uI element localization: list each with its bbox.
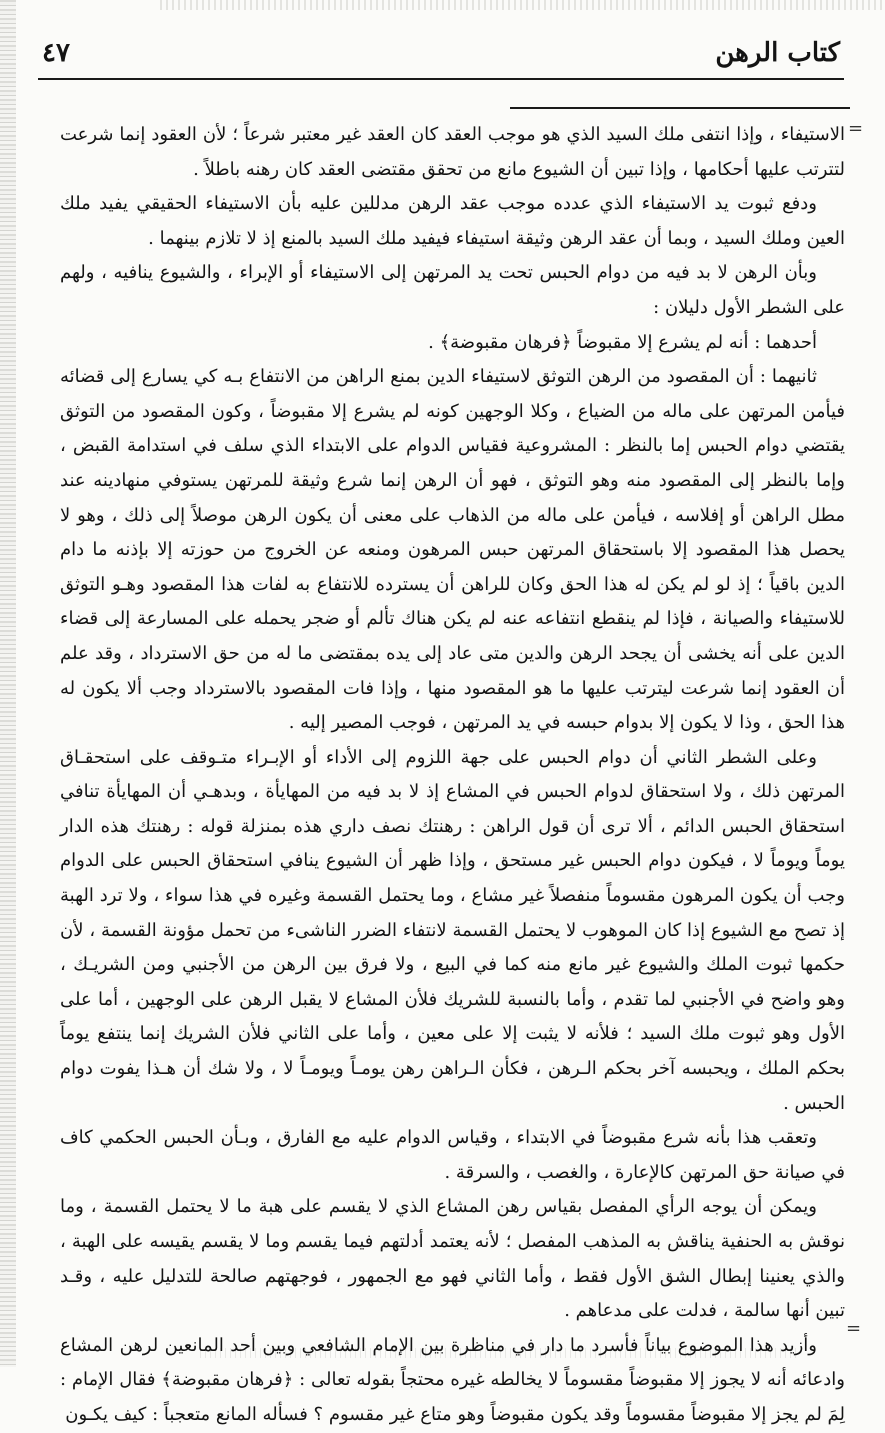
paragraph-7: وتعقب هذا بأنه شرع مقبوضاً في الابتداء ، وقياس الدوام عليه مع الفارق ، وبـأن الحبس الحكمي كاف في صيانة حق المرتهن كالإعارة ، والغصب ، والسرقة .: [60, 1127, 845, 1183]
page-title: كتاب الرهن: [715, 38, 840, 68]
paragraph-9: وأزيد هذا الموضوع بياناً فأسرد ما دار في مناظرة بين الإمام الشافعي وبين أحد المانعين لرهن المشاع وادعائه أنه لا يجوز إلا مقبوضاً مقسوماً لا يخالطه غيره محتجاً بقوله تعالى : ﴿فرهان مقبوضة﴾ فقال الإمام : لِمَ لم يجز إلا مقبوضاً مقسوماً وقد يكون مقبوضاً وهو متاع غير مقسوم ؟ فسأله المانع متعجباً : كيف يكـون: [60, 1334, 845, 1425]
page-binding-edge: [0, 0, 16, 1367]
paragraph-8: ويمكن أن يوجه الرأي المفصل بقياس رهن المشاع الذي لا يقسم على هبة ما لا يحتمل القسمة ، وما نوقش به الحنفية يناقش به المذهب المفصل ؛ لأنه يعتمد أدلتهم فيما يقسم وما لا يقسم يقيسه على الهبة ، والذي يعنينا إبطال الشق الأول فقط ، وأما الثاني فهو مع الجمهور ، فوجهتهم صالحة للتدليل عليه ، وقـد تبين أنها سالمة ، فدلت على مدعاهم .: [60, 1196, 845, 1322]
paragraph-3: وبأن الرهن لا بد فيه من دوام الحبس تحت يد المرتهن إلى الاستيفاء أو الإبراء ، والشيوع ينافيه ، ولهم على الشطر الأول دليلان :: [60, 262, 845, 318]
paragraph-5: ثانيهما : أن المقصود من الرهن التوثق لاستيفاء الدين بمنع الراهن من الانتفاع بـه كي يسارع إلى قضائه فيأمن المرتهن على ماله من الضياع ، وكلا الوجهين كونه لم يشرع إلا مقبوضاً ، وكون المقصود من التوثق يقتضي دوام الحبس إما بالنظر : المشروعية فقياس الدوام على الابتداء الذي سلف في استدامة القبض ، وإما بالنظر إلى المقصود منه وهو التوثق ، فهو أن الرهن إنما شرع وثيقة للمرتهن يستوفي منهادينه عند مطل الراهن أو إفلاسه ، فيأمن على ماله من الذهاب على معنى أن يكون الرهن موصلاً إلى ذلك ، وهو لا يحصل هذا المقصود إلا باستحقاق المرتهن حبس المرهون ومنعه عن الخروج من حوزته إلا بإذنه ما دام الدين باقياً ؛ إذ لو لم يكن له هذا الحق وكان للراهن أن يسترده للانتفاع به لفات هذا المقصود وهـو التوثق للاستيفاء والصيانة ، فإذا لم ينقطع انتفاعه عنه لم يكن هناك تألم أو ضجر يحمله على المسارعة إلى قضاء الدين على أنه يخشى أن يجحد الرهن والدين متى عاد إلى يده بمقتضى ما له من حق الاسترداد ، وقد علم أن العقود إنما شرعت ليترتب عليها ما هو المقصود منها ، وإذا فات المقصود بالاسترداد وجب ألا يكون له هذا الحق ، وذا لا يكون إلا بدوام حبسه في يد المرتهن ، فوجب المصير إليه .: [60, 366, 845, 734]
page-body: [60, 118, 845, 1425]
scan-noise-top: [160, 0, 885, 10]
paragraph-6: وعلى الشطر الثاني أن دوام الحبس على جهة اللزوم إلى الأداء أو الإبـراء متـوقف على استحقـاق المرتهن ذلك ، ولا استحقاق لدوام الحبس في المشاع إذ لا بد فيه من المهايأة ، وبدهـي أن المهايأة تنافي استحقاق الحبس الدائم ، ألا ترى أن قول الراهن : رهنتك نصف داري هذه بمنزلة قوله : رهنتك هذه الدار يوماً ويوماً لا ، فيكون دوام الحبس غير مستحق ، وإذا ظهر أن الشيوع ينافي استحقاق الحبس على الدوام وجب أن يكون المرهون مقسوماً منفصلاً غير مشاع ، وما يحتمل القسمة وغيره في هذا سواء ، ولا ترد الهبة إذ تصح مع الشيوع إذا كان الموهوب لا يحتمل القسمة لانتفاء الضرر الناشىء من تحمل مؤونة القسمة ، لأن حكمها ثبوت الملك والشيوع غير مانع منه كما في البيع ، ولا فرق بين الرهن من الأجنبي ومن الشريـك ، وهو واضح في الأجنبي لما تقدم ، وأما بالنسبة للشريك فلأن المشاع لا يقبل الرهن على الوجهين ، أما على الأول وهو ثبوت ملك السيد ؛ فلأنه لا يثبت إلا على معين ، وأما على الثاني فلأن الشريك إنما ينتفع يوماً بحكم الملك ، ويحبسه آخر بحكم الـرهن ، فكأن الـراهن رهن يومـاً ويومـاً لا ، ولا شك أن هـذا يفوت دوام الحبس .: [60, 746, 845, 1114]
paragraph-4: أحدهما : أنه لم يشرع إلا مقبوضاً ﴿فرهان مقبوضة﴾ .: [428, 331, 817, 353]
continuation-rule: [510, 107, 850, 109]
paragraph-1: الاستيفاء ، وإذا انتفى ملك السيد الذي هو موجب العقد كان العقد غير معتبر شرعاً ؛ لأن العقود إنما شرعت لتترتب عليها أحكامها ، وإذا تبين أن الشيوع مانع من تحقق مقتضى العقد كان رهنه باطلاً .: [60, 124, 845, 180]
continuation-mark-end: =: [846, 1318, 862, 1339]
page-header: [38, 32, 844, 80]
paragraph-2: ودفع ثبوت يد الاستيفاء الذي عدده موجب عقد الرهن مدللين عليه بأن الاستيفاء الحقيقي يفيد ملك العين وملك السيد ، وبما أن عقد الرهن وثيقة استيفاء فيفيد ملك السيد بالمنع إذ لا تلازم بينهما .: [60, 193, 845, 249]
continuation-mark: =: [848, 118, 864, 139]
page-number: ٤٧: [42, 38, 70, 68]
